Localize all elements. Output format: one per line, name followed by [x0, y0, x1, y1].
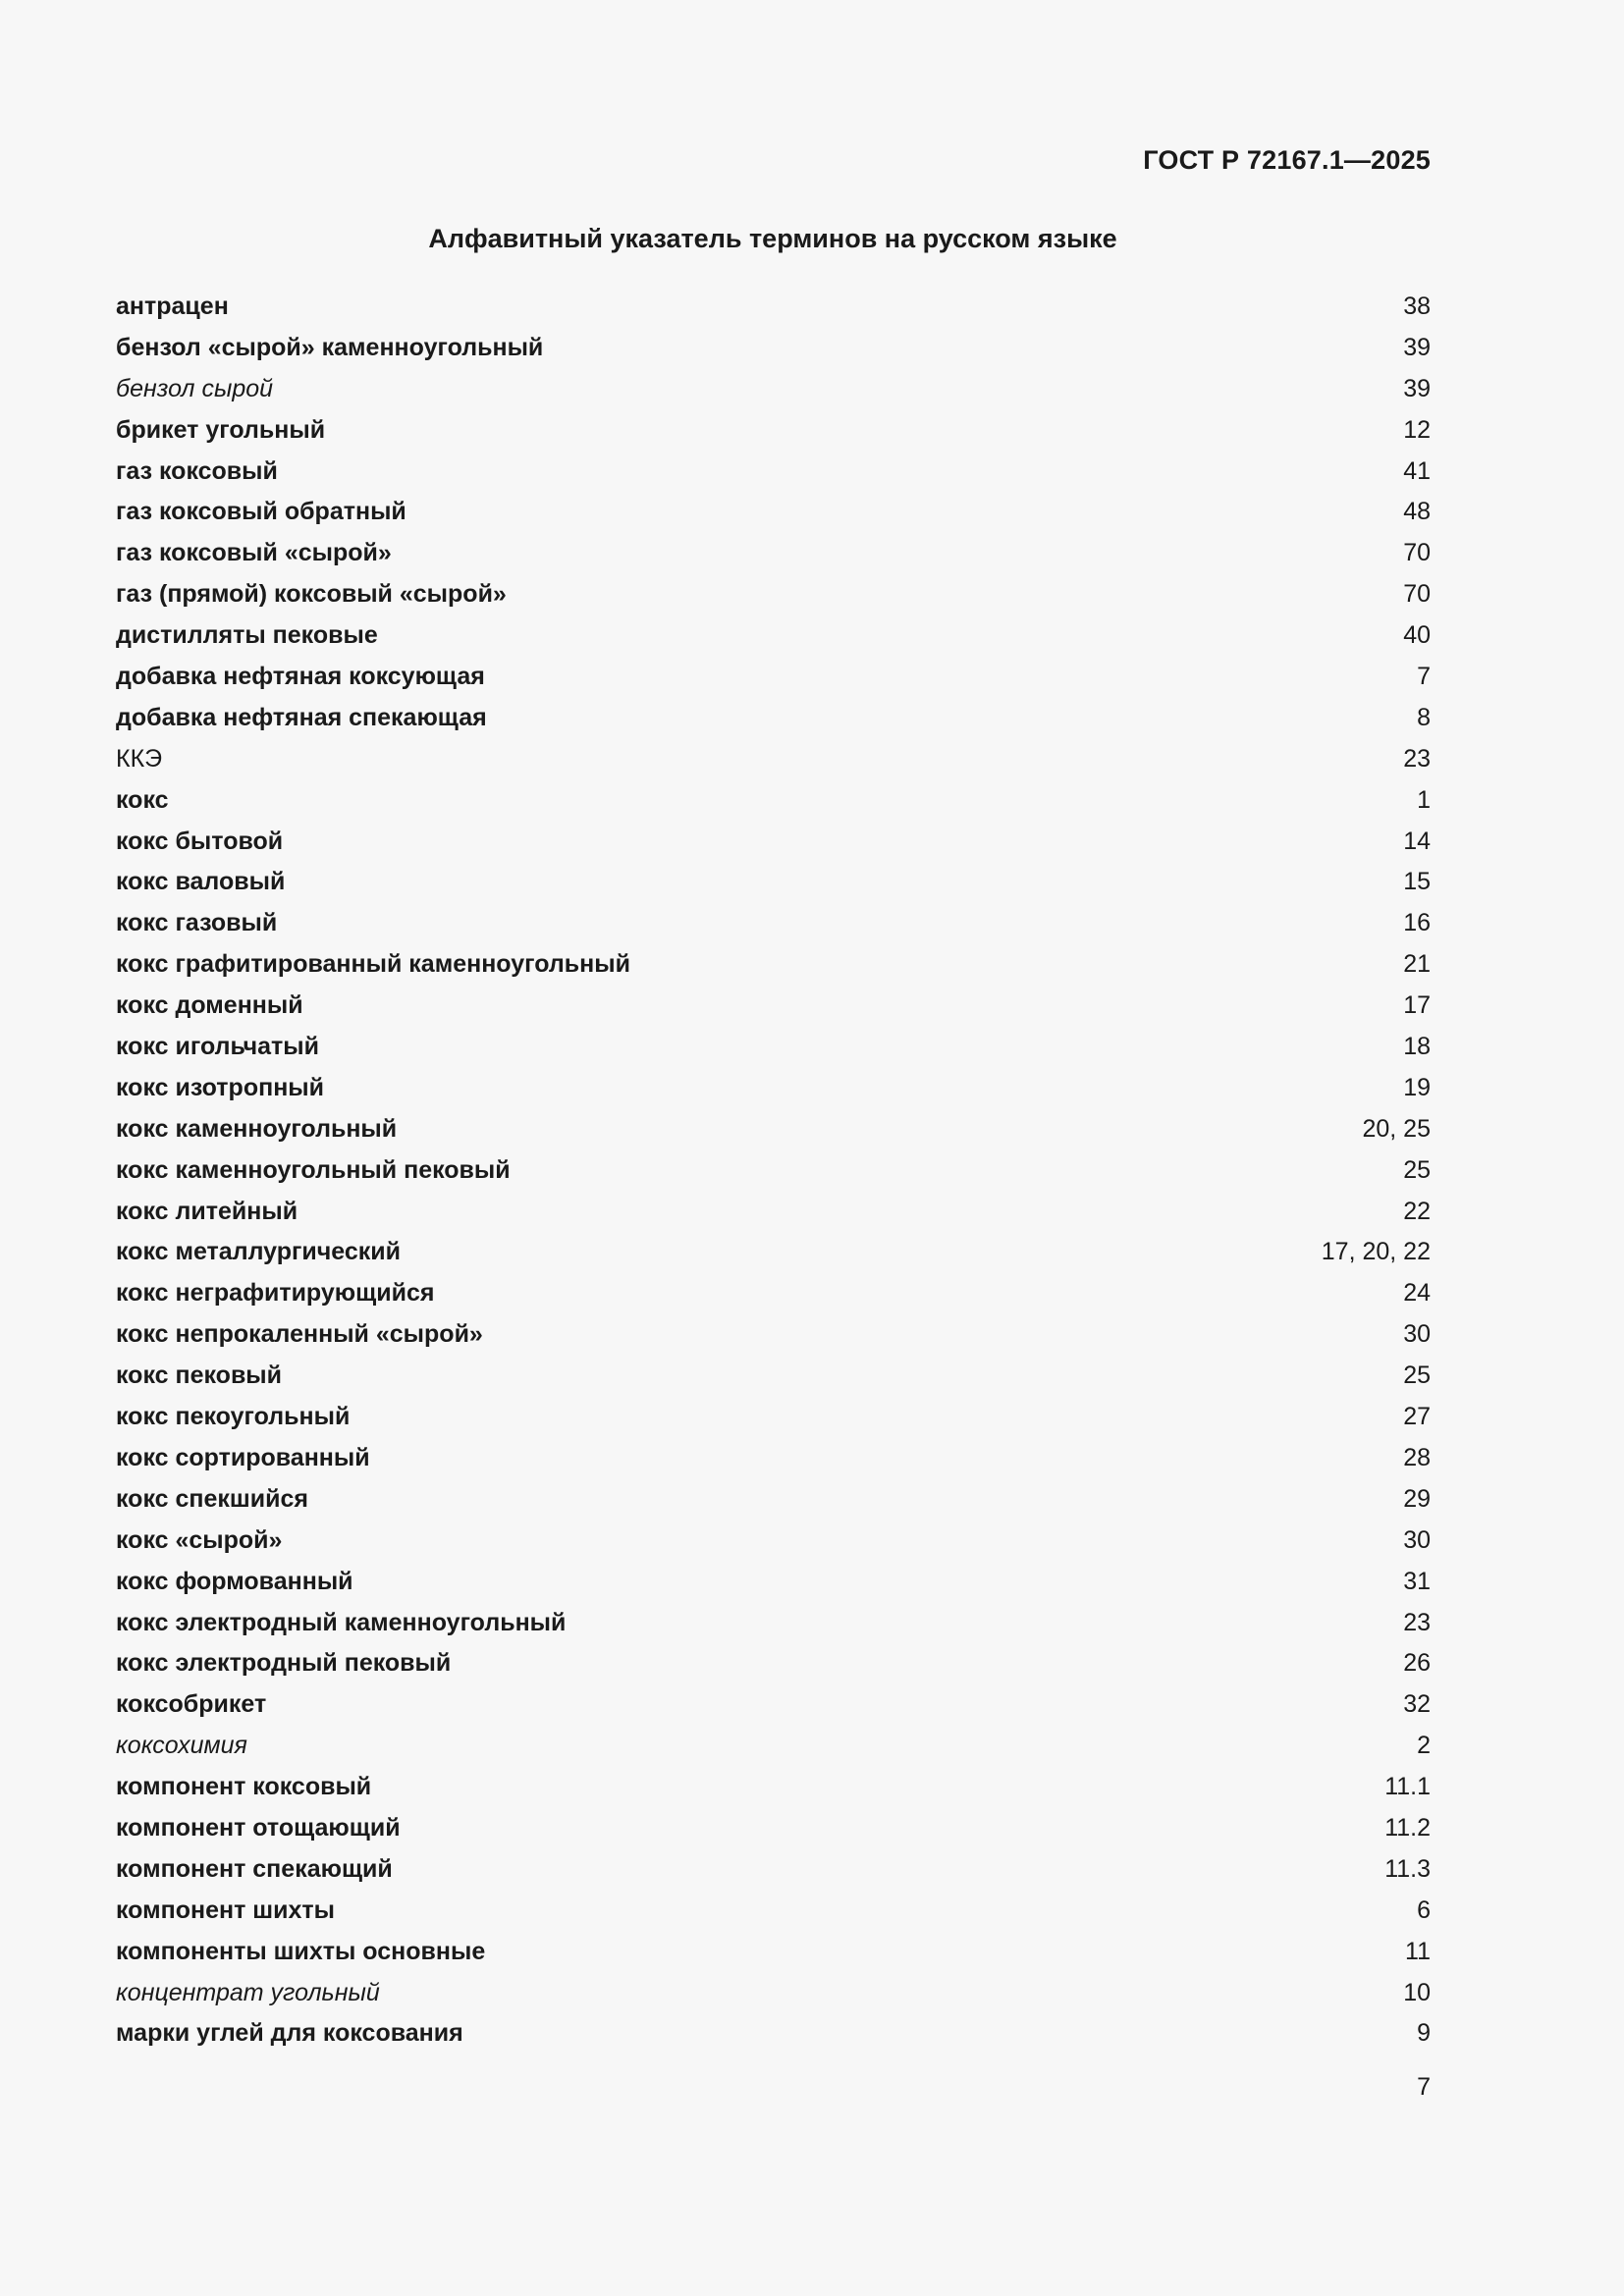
index-entry: [116, 1806, 1431, 1847]
index-reference: 29: [1403, 1484, 1431, 1513]
page-number: 7: [1417, 2073, 1431, 2101]
index-entry: [116, 984, 1431, 1025]
index-term: кокс: [116, 785, 169, 814]
index-reference: 6: [1417, 1896, 1431, 1924]
index-entry: [116, 1889, 1431, 1930]
index-reference: 31: [1403, 1567, 1431, 1595]
index-term: кокс электродный каменноугольный: [116, 1608, 567, 1636]
index-reference: 28: [1403, 1443, 1431, 1471]
index-reference: 70: [1403, 580, 1431, 609]
index-term: кокс «сырой»: [116, 1525, 283, 1554]
index-term: компонент спекающий: [116, 1854, 393, 1883]
index-term: компонент отощающий: [116, 1813, 401, 1842]
index-entry: [116, 2011, 1431, 2053]
index-entry: [116, 1271, 1431, 1312]
index-entry: [116, 1436, 1431, 1477]
index-reference: 15: [1403, 868, 1431, 896]
index-term: газ коксовый: [116, 456, 278, 485]
index-reference: 16: [1403, 909, 1431, 937]
index-term: газ (прямой) коксовый «сырой»: [116, 580, 507, 609]
index-reference: 17, 20, 22: [1321, 1238, 1431, 1266]
index-term: кокс графитированный каменноугольный: [116, 950, 630, 979]
index-term: дистилляты пековые: [116, 621, 378, 650]
index-term: концентрат угольный: [116, 1978, 380, 2006]
index-term: кокс пекоугольный: [116, 1403, 351, 1431]
index-reference: 11.2: [1384, 1813, 1431, 1842]
index-term: кокс непрокаленный «сырой»: [116, 1320, 483, 1349]
index-term: кокс металлургический: [116, 1238, 402, 1266]
index-term: кокс газовый: [116, 909, 278, 937]
index-reference: 48: [1403, 498, 1431, 526]
index-reference: 38: [1403, 293, 1431, 320]
index-term: бензол сырой: [116, 374, 274, 402]
index-reference: 32: [1403, 1690, 1431, 1719]
index-entry: [116, 408, 1431, 450]
index-reference: 25: [1403, 1155, 1431, 1184]
index-reference: 10: [1403, 1978, 1431, 2006]
index-term: кокс формованный: [116, 1567, 353, 1595]
index-term: кокс бытовой: [116, 827, 284, 855]
index-entry: [116, 820, 1431, 861]
index-entry: [116, 1148, 1431, 1190]
index-entry: [116, 860, 1431, 901]
index-term: кокс каменноугольный пековый: [116, 1155, 511, 1184]
index-term: газ коксовый обратный: [116, 498, 406, 526]
index-term: компоненты шихты основные: [116, 1937, 486, 1965]
index-entry: [116, 696, 1431, 737]
index-entry: [116, 1107, 1431, 1148]
index-entry: [116, 942, 1431, 984]
index-reference: 39: [1403, 333, 1431, 361]
index-entry: [116, 1354, 1431, 1395]
index-entry: [116, 572, 1431, 614]
index-reference: 70: [1403, 539, 1431, 567]
index-reference: 40: [1403, 621, 1431, 650]
index-reference: 27: [1403, 1403, 1431, 1431]
index-entry: [116, 1312, 1431, 1354]
index-reference: 14: [1403, 827, 1431, 855]
index-reference: 11.1: [1384, 1773, 1431, 1801]
index-entry: [116, 614, 1431, 655]
index-term: кокс литейный: [116, 1197, 298, 1225]
standard-code: ГОСТ Р 72167.1—2025: [1143, 145, 1431, 175]
index-entry: [116, 490, 1431, 531]
index-entry: [116, 450, 1431, 491]
index-entry: [116, 1066, 1431, 1107]
index-reference: 23: [1403, 1608, 1431, 1636]
index-entry: [116, 1682, 1431, 1724]
index-term: кокс пековый: [116, 1362, 283, 1390]
index-entry: [116, 1847, 1431, 1889]
index-entry: [116, 1519, 1431, 1560]
index-entry: [116, 901, 1431, 942]
index-term: газ коксовый «сырой»: [116, 539, 392, 567]
index-term: добавка нефтяная коксующая: [116, 663, 485, 691]
index-reference: 30: [1403, 1320, 1431, 1349]
index-term: брикет угольный: [116, 415, 326, 444]
index-reference: 30: [1403, 1525, 1431, 1554]
index-term: кокс изотропный: [116, 1073, 325, 1101]
index-entry: [116, 1765, 1431, 1806]
index-term: кокс игольчатый: [116, 1033, 320, 1061]
index-term: бензол «сырой» каменноугольный: [116, 333, 544, 361]
index-term: антрацен: [116, 293, 229, 320]
index-reference: 24: [1403, 1279, 1431, 1308]
index-entry: [116, 285, 1431, 326]
index-reference: 19: [1403, 1073, 1431, 1101]
index-term: добавка нефтяная спекающая: [116, 703, 487, 731]
index-reference: 9: [1417, 2019, 1431, 2048]
index-term: компонент шихты: [116, 1896, 335, 1924]
index-entry: [116, 1930, 1431, 1971]
index-entries-list: [116, 285, 1431, 2053]
index-entry: [116, 778, 1431, 820]
index-entry: [116, 531, 1431, 572]
index-term: кокс электродный пековый: [116, 1649, 452, 1678]
index-entry: [116, 1641, 1431, 1682]
index-reference: 26: [1403, 1649, 1431, 1678]
index-entry: [116, 1025, 1431, 1066]
index-reference: 11.3: [1384, 1854, 1431, 1883]
index-reference: 18: [1403, 1033, 1431, 1061]
index-entry: [116, 1601, 1431, 1642]
index-reference: 41: [1403, 456, 1431, 485]
index-entry: [116, 1724, 1431, 1765]
index-reference: 23: [1403, 744, 1431, 773]
index-term: кокс сортированный: [116, 1443, 370, 1471]
index-reference: 39: [1403, 374, 1431, 402]
index-entry: [116, 1395, 1431, 1436]
index-reference: 7: [1417, 663, 1431, 691]
index-reference: 11: [1405, 1937, 1431, 1965]
index-term: кокс доменный: [116, 991, 303, 1020]
index-reference: 12: [1403, 415, 1431, 444]
index-title: Алфавитный указатель терминов на русском языке: [428, 224, 1117, 253]
index-entry: [116, 326, 1431, 367]
index-reference: 22: [1403, 1197, 1431, 1225]
index-reference: 8: [1417, 703, 1431, 731]
index-reference: 25: [1403, 1362, 1431, 1390]
index-entry: [116, 1477, 1431, 1519]
index-term: кокс каменноугольный: [116, 1114, 398, 1143]
index-entry: [116, 367, 1431, 408]
index-entry: [116, 1560, 1431, 1601]
index-entry: [116, 1190, 1431, 1231]
index-entry: [116, 655, 1431, 696]
index-entry: [116, 737, 1431, 778]
index-reference: 17: [1403, 991, 1431, 1020]
index-entry: [116, 1230, 1431, 1271]
index-term: коксохимия: [116, 1732, 247, 1760]
index-term: кокс неграфитирующийся: [116, 1279, 435, 1308]
index-entry: [116, 1971, 1431, 2012]
index-reference: 1: [1417, 785, 1431, 814]
index-term: кокс спекшийся: [116, 1484, 308, 1513]
index-reference: 20, 25: [1362, 1114, 1431, 1143]
index-term: ККЭ: [116, 744, 163, 773]
index-term: кокс валовый: [116, 868, 286, 896]
index-reference: 21: [1403, 950, 1431, 979]
index-reference: 2: [1417, 1732, 1431, 1760]
index-term: компонент коксовый: [116, 1773, 372, 1801]
index-term: марки углей для коксования: [116, 2019, 463, 2048]
index-term: коксобрикет: [116, 1690, 267, 1719]
